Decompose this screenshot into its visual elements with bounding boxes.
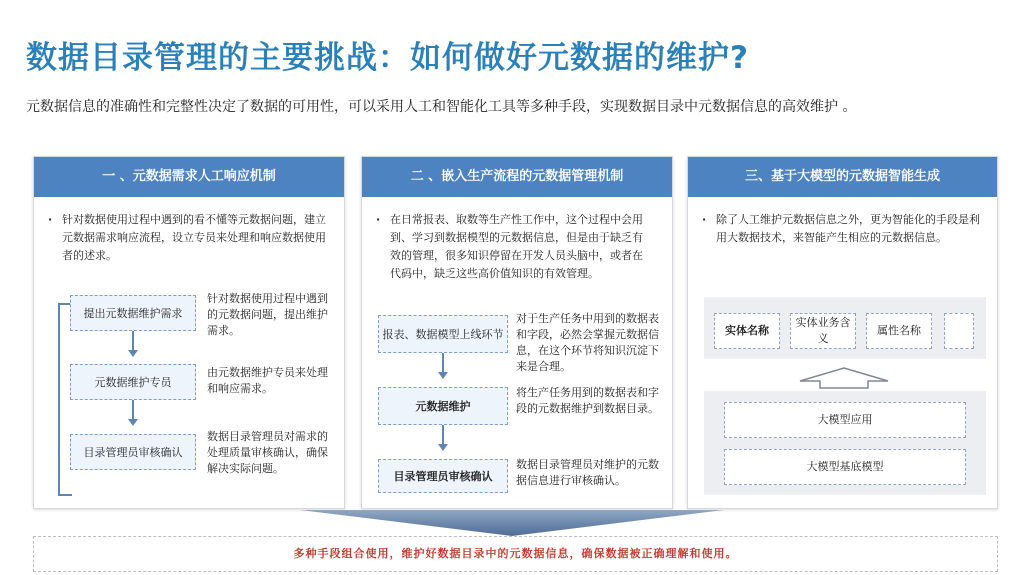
arrow-down-icon: [438, 372, 448, 379]
layer-llm-base: 大模型基底模型: [724, 449, 966, 485]
summary-arrow: [300, 510, 724, 536]
field-entity-meaning: 实体业务含义: [790, 313, 856, 349]
flow-arrow: [442, 425, 444, 445]
arrow-down-icon: [128, 419, 138, 426]
step-note: 针对数据使用过程中遇到的元数据问题，提出维护需求。: [207, 292, 328, 337]
step-note: 数据目录管理员对需求的处理质量审核确认，确保解决实际问题。: [207, 430, 328, 475]
step-review: 目录管理员审核确认: [378, 459, 508, 493]
step-maintain: 元数据维护: [378, 387, 508, 425]
intro-text: 元数据信息的准确性和完整性决定了数据的可用性，可以采用人工和智能化工具等多种手段，实现数据目录中元数据信息的高效维护 。: [26, 99, 857, 115]
step-review: 目录管理员审核确认: [70, 434, 196, 470]
step-launch: 报表、数据模型上线环节: [378, 315, 508, 353]
arrow-down-icon: [128, 350, 138, 357]
layer-llm-app: 大模型应用: [724, 402, 966, 438]
arrow-up-icon: [798, 367, 890, 389]
panel-bullet: · 针对数据使用过程中遇到的看不懂等元数据问题，建立元数据需求响应流程，设立专员来处理和响应数据使用者的述求。: [62, 211, 332, 265]
panel-header: 二 、嵌入生产流程的元数据管理机制: [362, 157, 672, 197]
step-request: 提出元数据维护需求: [70, 295, 196, 331]
loop-line: [58, 303, 70, 305]
panel-llm-generation: [687, 156, 998, 509]
step-note: 对于生产任务中用到的数据表和字段，必然会掌握元数据信息，在这个环节将知识沉淀下来是合理。: [516, 312, 659, 373]
step-note: 数据目录管理员对维护的元数据信息进行审核确认。: [516, 458, 659, 487]
step-note: 由元数据维护专员来处理和响应需求。: [207, 366, 328, 395]
arrow-down-icon: [438, 444, 448, 451]
page-title: 数据目录管理的主要挑战：如何做好元数据的维护?: [26, 40, 749, 76]
panel-header: 一 、元数据需求人工响应机制: [34, 157, 344, 197]
flow-arrow: [442, 353, 444, 373]
panel-bullet: · 除了人工维护元数据信息之外，更为智能化的手段是利用大数据技术，来智能产生相应的元数据信息。: [716, 211, 986, 247]
flow-arrow: [132, 331, 134, 351]
step-specialist: 元数据维护专员: [70, 364, 196, 400]
panel-header: 三、基于大模型的元数据智能生成: [688, 157, 997, 197]
field-entity-name: 实体名称: [714, 313, 780, 349]
field-attribute-name: 属性名称: [866, 313, 932, 349]
step-note: 将生产任务用到的数据表和字段的元数据维护到数据目录。: [516, 386, 659, 415]
panel-manual-response: [33, 156, 345, 509]
loop-line: [58, 494, 72, 496]
summary-banner: 多种手段组合使用，维护好数据目录中的元数据信息，确保数据被正确理解和使用。: [33, 536, 998, 572]
panel-bullet: · 在日常报表、取数等生产性工作中，这个过程中会用到、学习到数据模型的元数据信息，但是由于缺乏有效的管理，很多知识停留在开发人员头脑中，或者在代码中，缺乏这些高价值知识的有效管理。: [390, 211, 652, 283]
field-empty: [944, 313, 974, 349]
loop-line: [58, 303, 60, 496]
panel-production-flow: [361, 156, 673, 509]
flow-arrow: [132, 400, 134, 420]
